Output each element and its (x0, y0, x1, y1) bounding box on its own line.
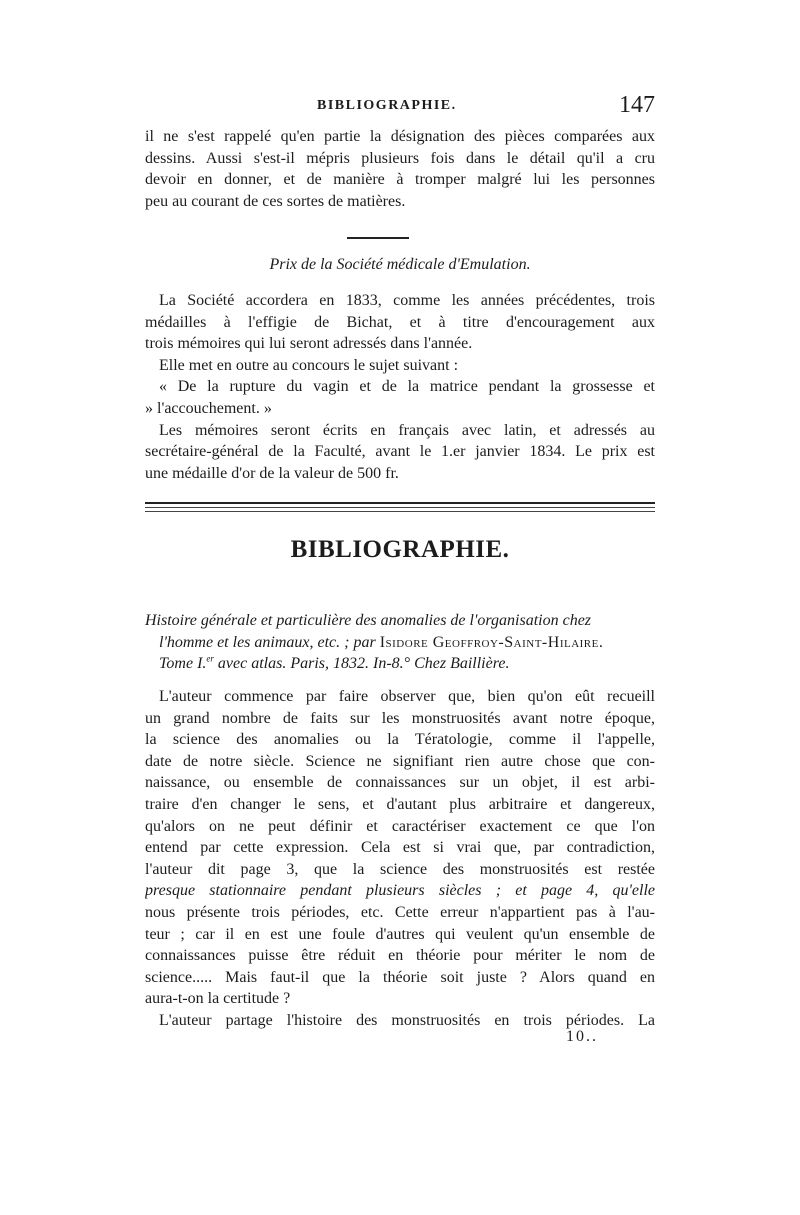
text-line: médailles à l'effigie de Bichat, et à titre d'encouragement aux (145, 313, 655, 331)
text-line: science..... Mais faut-il que la théorie soit juste ? Alors quand en (145, 968, 655, 986)
citation-author: Isidore Geoffroy-Saint-Hilaire (379, 633, 599, 651)
text-line: connaissances puisse être réduit en théorie pour mériter le nom de (145, 947, 655, 965)
text-line: » l'accouchement. » (145, 399, 272, 417)
text-line: une médaille d'or de la valeur de 500 fr. (145, 464, 399, 482)
citation-punct: . (598, 633, 603, 651)
citation-line (145, 632, 655, 654)
citation-title: l'homme et les animaux, etc. ; par (159, 633, 376, 651)
citation-volume-sup: er (206, 653, 214, 664)
text-line: traire d'en changer le sens, et d'autant plus arbitraire et dangereux, (145, 795, 655, 813)
opening-paragraph (145, 126, 655, 212)
prize-announcement (145, 290, 655, 484)
text-line: naissance, ou ensemble de connaissances sur un objet, il est arbi- (145, 774, 655, 792)
running-head (145, 92, 655, 122)
text-line: nous présente trois périodes, etc. Cette erreur n'appartient pas à l'au- (145, 903, 655, 921)
text-line: teur ; car il en est une foule d'autres qui veulent qu'un ensemble de (145, 925, 655, 943)
citation-line (145, 653, 655, 675)
book-citation (145, 610, 655, 675)
text-line: trois mémoires qui lui seront adressés dans l'année. (145, 335, 473, 353)
citation-volume: Tome I. (159, 655, 207, 672)
section-divider (145, 502, 655, 512)
text-line: L'auteur commence par faire observer que, bien qu'on eût recueill (159, 688, 655, 705)
text-line: aura-t-on la certitude ? (145, 990, 291, 1008)
text-line: entend par cette expression. Cela est si vrai que, par contradiction, (145, 839, 655, 857)
text-line: il ne s'est rappelé qu'en partie la désignation des pièces comparées aux (145, 128, 655, 145)
text-line: « De la rupture du vagin et de la matrice pendant la grossesse et (159, 378, 655, 396)
review-text (145, 686, 655, 1032)
running-title: BIBLIOGRAPHIE. (317, 98, 457, 113)
text-line: La Société accordera en 1833, comme les années précédentes, trois (159, 292, 655, 309)
text-line: la science des anomalies ou la Tératologie, comme il l'appelle, (145, 731, 655, 749)
text-line: peu au courant de ces sortes de matières. (145, 192, 406, 210)
text-line: qu'alors on ne peut définir et caractériser exactement ce que l'on (145, 817, 655, 835)
page-number: 147 (619, 92, 655, 118)
text-line: secrétaire-général de la Faculté, avant le 1.er janvier 1834. Le prix est (145, 443, 655, 461)
citation-details: avec atlas. Paris, 1832. In-8.° Chez Baillière. (213, 655, 510, 672)
text-line: dessins. Aussi s'est-il mépris plusieurs fois dans le détail qu'il a cru (145, 149, 655, 167)
text-line: Elle met en outre au concours le sujet suivant : (159, 356, 459, 374)
citation-line: Histoire générale et particulière des anomalies de l'organisation chez (145, 612, 592, 629)
text-line: un grand nombre de faits sur les monstruosités avant notre époque, (145, 709, 655, 727)
short-divider (347, 237, 409, 239)
text-line: devoir en donner, et de manière à tromper malgré lui les personnes (145, 171, 655, 189)
text-line: l'auteur dit page 3, que la science des monstruosités est restée (145, 860, 655, 878)
text-line: L'auteur partage l'histoire des monstruosités en trois périodes. La (159, 1011, 655, 1029)
signature-mark: 10.. (566, 1028, 598, 1045)
text-line: date de notre siècle. Science ne signifiant rien autre chose que con- (145, 752, 655, 770)
prize-title: Prix de la Société médicale d'Emulation. (269, 256, 531, 273)
section-heading: BIBLIOGRAPHIE. (290, 536, 510, 563)
text-line: presque stationnaire pendant plusieurs siècles ; et page 4, qu'elle (145, 882, 655, 900)
text-line: Les mémoires seront écrits en français avec latin, et adressés au (159, 421, 655, 439)
